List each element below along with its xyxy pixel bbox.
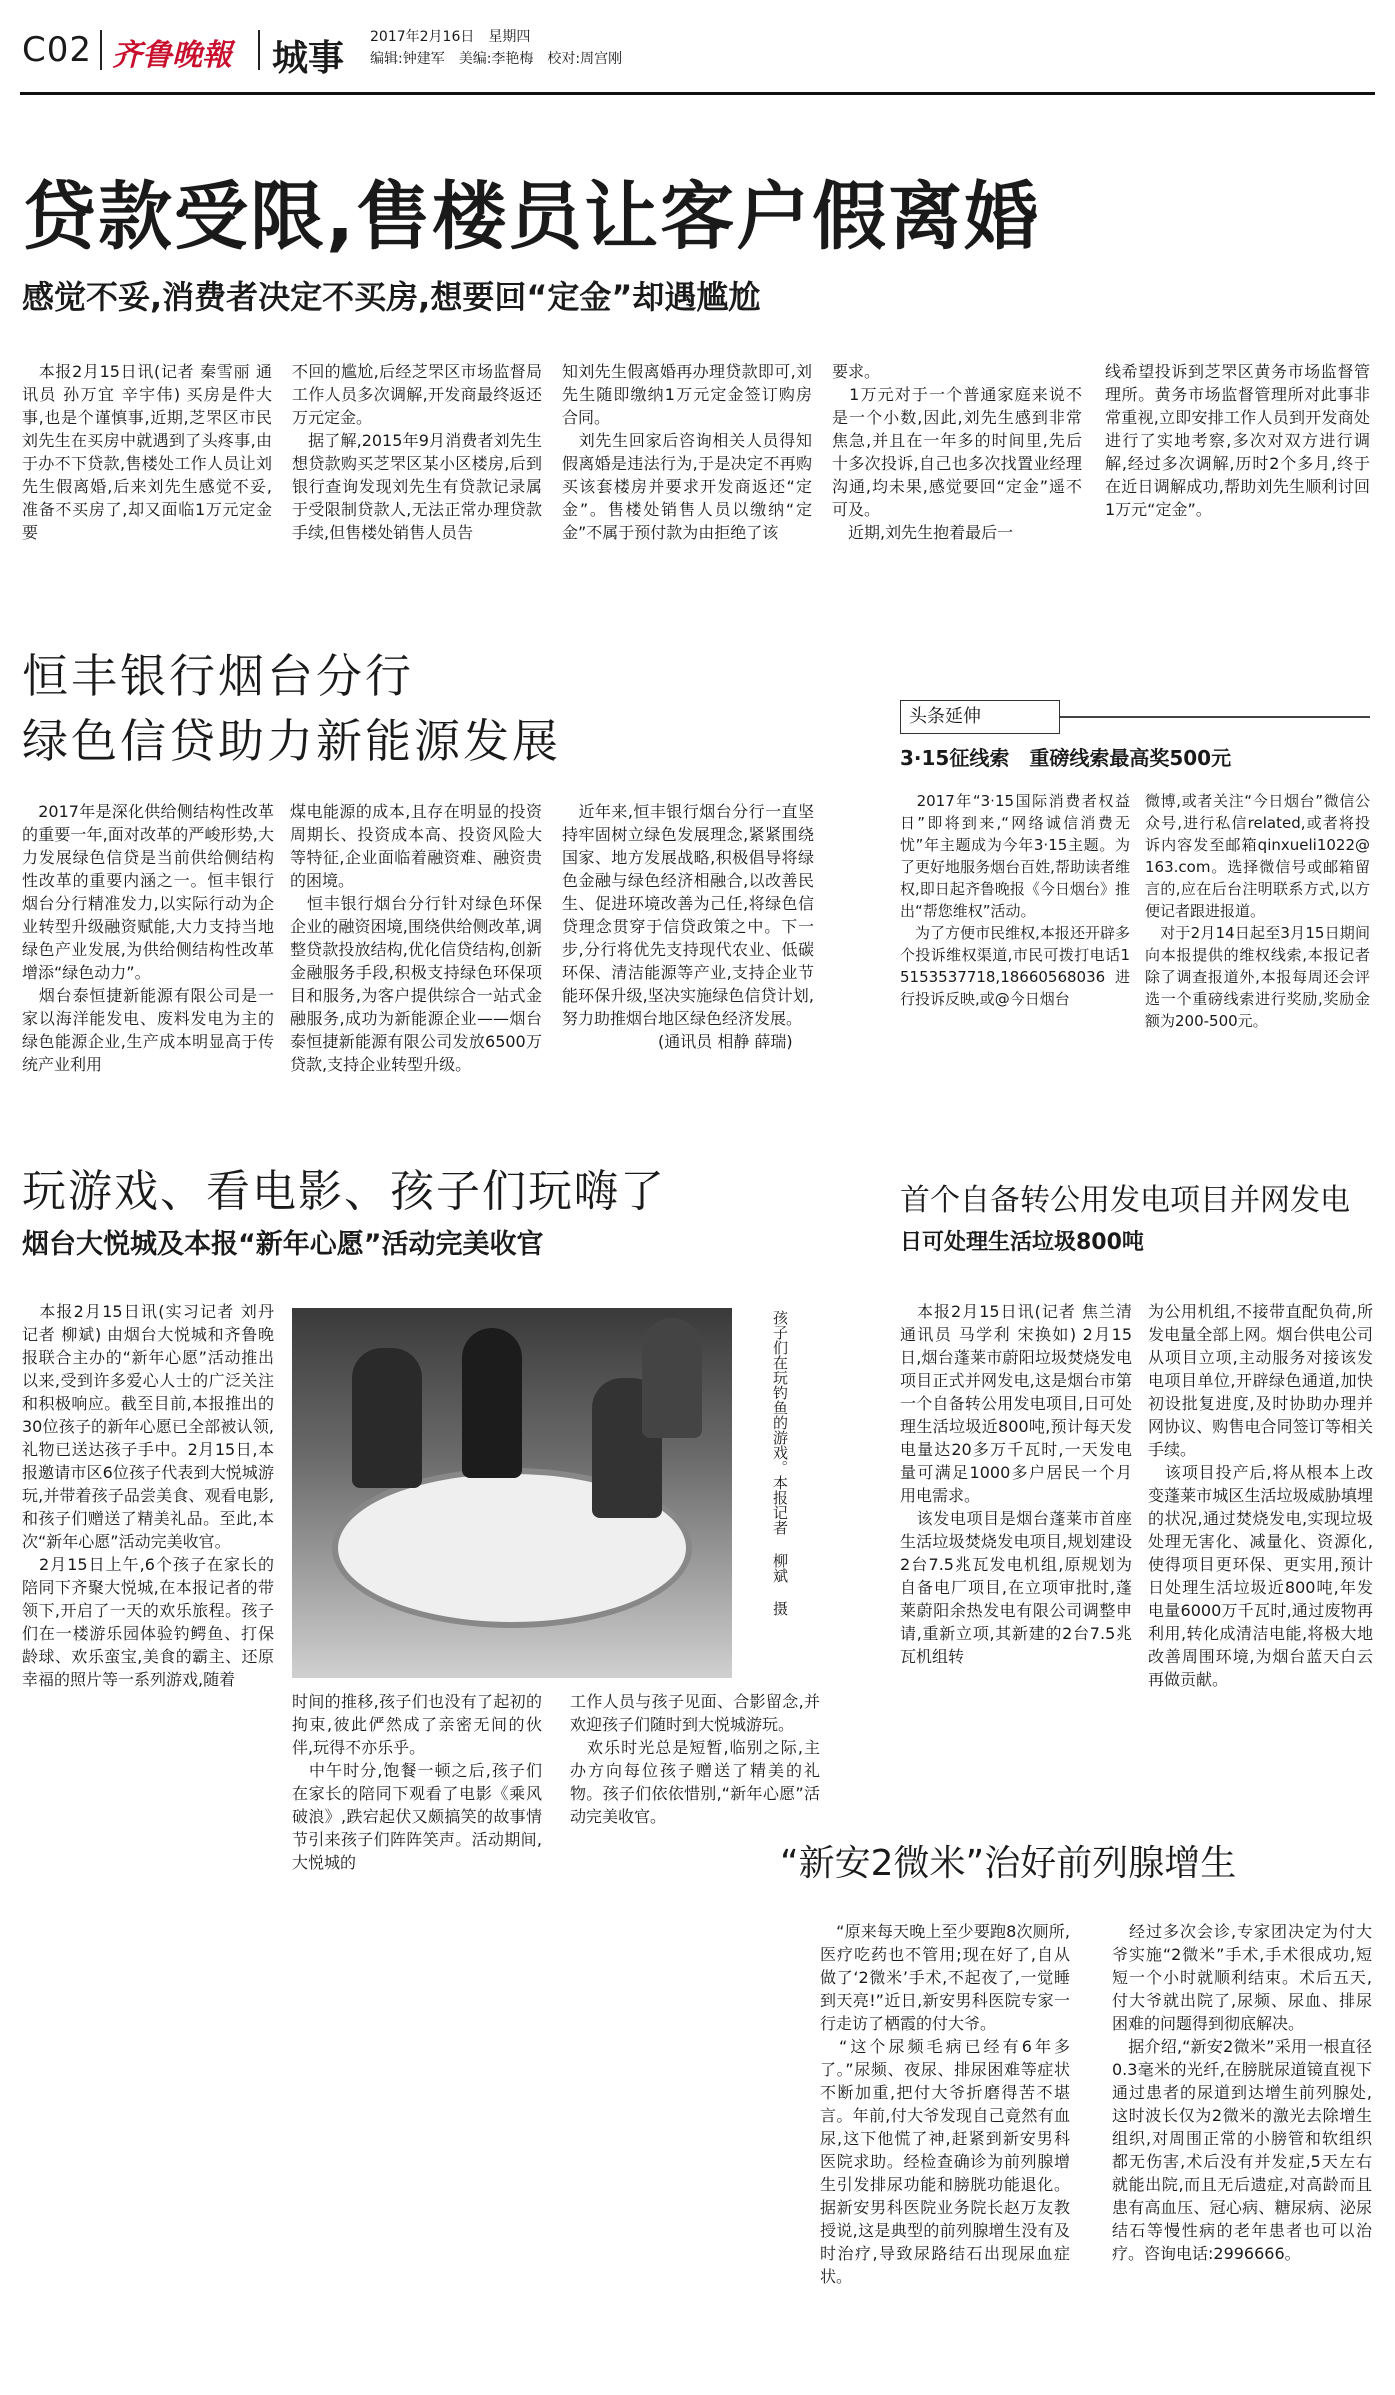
page-number: C02 [22,30,93,70]
children-fishing-game-photo [292,1308,732,1678]
article3-column: 工作人员与孩子见面、合影留念,并欢迎孩子们随时到大悦城游玩。 欢乐时光总是短暂,临别之际,主办方向每位孩子赠送了精美的礼物。孩子们依依惜别,“新年心愿”活动完美收官。 [570,1692,820,1826]
article1-column: 要求。 1万元对于一个普通家庭来说不是一个小数,因此,刘先生感到非常焦急,并且在一年多的时间里,先后十多次投诉,自己也多次找置业经理沟通,均未果,感觉要回“定金”遥不可及。 近期,刘先生抱着最后一 [832,362,1082,542]
article5-column: “原来每天晚上至少要跑8次厕所,医疗吃药也不管用;现在好了,自从做了‘2微米’手术,不起夜了,一觉睡到天亮!”近日,新安男科医院专家一行走访了栖霞的付大爷。 “这个尿频毛病已经有6年多了。”尿频、夜尿、排尿困难等症状不断加重,把付大爷折磨得苦不堪言。年前,付大爷发现自己竟然有血尿,这下他慌了神,赶紧到新安男科医院求助。经检查确诊为前列腺增生引发排尿功能和膀胱功能退化。据新安男科医院业务院长赵万友教授说,这是典型的前列腺增生没有及时治疗,导致尿路结石出现尿血症状。 [820,1922,1070,2286]
header-rule [20,92,1375,95]
article4-column: 为公用机组,不接带直配负荷,所发电量全部上网。烟台供电公司从项目立项,主动服务对接该发电项目单位,开辟绿色通道,加快初设批复进度,及时协助办理并网协议、购售电合同签订等相关手续。 该项目投产后,将从根本上改变蓬莱市城区生活垃圾威胁填埋的状况,通过焚烧发电,实现垃圾处理无害化、减量化、资源化,使得项目更环保、更实用,预计日处理生活垃圾近800吨,年发电量6000万千瓦时,通过废物再利用,转化成清洁电能,将极大地改善周围环境,为烟台蓝天白云再做贡献。 [1148,1302,1373,1689]
sidebar-column: 微博,或者关注“今日烟台”微信公众号,进行私信related,或者将投诉内容发至邮箱qinxueli1022@163.com。选择微信号或邮箱留言的,应在后台注明联系方式,以方便记者跟进报道。 对于2月14日起至3月15日期间向本报提供的维权线索,本报记者除了调查报道外,本报每周还会评选一个重磅线索进行奖励,奖励金额为200-500元。 [1145,792,1370,1030]
header-divider [100,30,102,70]
sidebar-column: 2017年“3·15国际消费者权益日”即将到来,“网络诚信消费无忧”年主题成为今年3·15主题。为了更好地服务烟台百姓,帮助读者维权,即日起齐鲁晚报《今日烟台》推出“帮您维权”活动。 为了方便市民维权,本报还开辟多个投诉维权渠道,市民可拨打电话15153537718,18660568036进行投诉反映,或@今日烟台 [900,792,1130,1008]
article4-column: 本报2月15日讯(记者 焦兰清 通讯员 马学利 宋换如) 2月15日,烟台蓬莱市蔚阳垃圾焚烧发电项目正式并网发电,这是烟台市第一个自备转公用发电项目,日可处理生活垃圾近800吨,预计每天发电量达20多万千瓦时,一天发电量可满足1000多户居民一个月用电需求。 该发电项目是烟台蓬莱市首座生活垃圾焚烧发电项目,规划建设2台7.5兆瓦发电机组,原规划为自备电厂项目,在立项审批时,蓬莱蔚阳余热发电有限公司调整申请,重新立项,其新建的2台7.5兆瓦机组转 [900,1302,1132,1666]
article2-column: 煤电能源的成本,且存在明显的投资周期长、投资成本高、投资风险大等特征,企业面临着融资难、融资贵的困境。 恒丰银行烟台分行针对绿色环保企业的融资困境,围绕供给侧改革,调整贷款投放结构,优化信贷结构,创新金融服务手段,积极支持绿色环保项目和服务,为客户提供综合一站式金融服务,成功为新能源企业——烟台泰恒捷新能源有限公司发放6500万贷款,支持企业转型升级。 [290,802,542,1074]
article2-headline-line1: 恒丰银行烟台分行 [22,649,414,703]
header-divider [258,30,260,70]
sidebar-subhead: 3·15征线索 重磅线索最高奖500元 [900,746,1232,770]
article2-headline-line2: 绿色信贷助力新能源发展 [22,714,561,768]
article4-subhead: 日可处理生活垃圾800吨 [900,1230,1144,1255]
photo-person [462,1328,522,1478]
section-name: 城事 [272,38,345,79]
article1-column: 不回的尴尬,后经芝罘区市场监督局工作人员多次调解,开发商最终返还万元定金。 据了解,2015年9月消费者刘先生想贷款购买芝罘区某小区楼房,后到银行查询发现刘先生有贷款记录属于受限制贷款人,无法正常办理贷款手续,但售楼处销售人员告 [292,362,542,542]
sidebar-tag: 头条延伸 [900,700,1060,734]
issue-date: 2017年2月16日 星期四 [370,29,531,45]
article3-subhead: 烟台大悦城及本报“新年心愿”活动完美收官 [22,1229,544,1260]
article1-headline: 贷款受限,售楼员让客户假离婚 [22,174,1041,260]
photo-caption: 孩子们在玩钓鱼的游戏。本报记者 柳斌 摄 [771,1310,789,1616]
sidebar-tag-rule [1060,716,1370,718]
article1-column: 本报2月15日讯(记者 秦雪丽 通讯员 孙万宜 辛宇伟) 买房是件大事,也是个谨慎事,近期,芝罘区市民刘先生在买房中就遇到了头疼事,由于办不下贷款,售楼处工作人员让刘先生假离婚,后来刘先生感觉不妥,准备不买房了,却又面临1万元定金要 [22,362,272,542]
article3-headline: 玩游戏、看电影、孩子们玩嗨了 [22,1166,666,1217]
newspaper-logo: 齐鲁晚報 [112,38,232,73]
article2-column: 近年来,恒丰银行烟台分行一直坚持牢固树立绿色发展理念,紧紧围绕国家、地方发展战略,积极倡导将绿色金融与绿色经济相融合,以改善民生、促进环境改善为己任,将绿色信贷理念贯穿于信贷政策之中。下一步,分行将优先支持现代农业、低碳环保、清洁能源等产业,支持企业节能环保升级,坚决实施绿色信贷计划,努力助推烟台地区绿色经济发展。 (通讯员 相静 薛瑞) [562,802,814,1051]
photo-person [352,1348,422,1488]
article4-headline: 首个自备转公用发电项目并网发电 [900,1183,1350,1218]
article1-column: 知刘先生假离婚再办理贷款即可,刘先生随即缴纳1万元定金签订购房合同。 刘先生回家后咨询相关人员得知假离婚是违法行为,于是决定不再购买该套楼房并要求开发商返还“定金”。售楼处销售人员以缴纳“定金”不属于预付款为由拒绝了该 [562,362,812,542]
photo-person [642,1318,702,1438]
article1-subhead: 感觉不妥,消费者决定不买房,想要回“定金”却遇尴尬 [22,278,761,316]
article1-column: 线希望投诉到芝罘区黄务市场监督管理所。黄务市场监督管理所对此事非常重视,立即安排工作人员到开发商处进行了实地考察,多次对双方进行调解,经过多次调解,历时2个多月,终于在近日调解成功,帮助刘先生顺利讨回1万元“定金”。 [1105,362,1370,519]
article3-column: 时间的推移,孩子们也没有了起初的拘束,彼此俨然成了亲密无间的伙伴,玩得不亦乐乎。 中午时分,饱餐一顿之后,孩子们在家长的陪同下观看了电影《乘风破浪》,跌宕起伏又颇搞笑的故事情节引来孩子们阵阵笑声。活动期间,大悦城的 [292,1692,542,1872]
article3-column: 本报2月15日讯(实习记者 刘丹 记者 柳斌) 由烟台大悦城和齐鲁晚报联合主办的“新年心愿”活动推出以来,受到许多爱心人士的广泛关注和积极响应。截至目前,本报推出的30位孩子的新年心愿已全部被认领,礼物已送达孩子手中。2月15日,本报邀请市区6位孩子代表到大悦城游玩,并带着孩子品尝美食、观看电影,和孩子们赠送了精美礼品。至此,本次“新年心愿”活动完美收官。 2月15日上午,6个孩子在家长的陪同下齐聚大悦城,在本报记者的带领下,开启了一天的欢乐旅程。孩子们在一楼游乐园体验钓鳄鱼、打保龄球、欢乐蛮宝,美食的霸主、还原幸福的照片等一系列游戏,随着 [22,1302,274,1689]
article5-headline: “新安2微米”治好前列腺增生 [780,1843,1237,1884]
editor-credits: 编辑:钟建军 美编:李艳梅 校对:周宫刚 [370,51,623,67]
page-header [0,0,1395,80]
article2-column: 2017年是深化供给侧结构性改革的重要一年,面对改革的严峻形势,大力发展绿色信贷是当前供给侧结构性改革的重要内涵之一。恒丰银行烟台分行精准发力,以实际行动为企业转型升级融资赋能,大力支持当地绿色产业发展,为供给侧结构性改革增添“绿色动力”。 烟台泰恒捷新能源有限公司是一家以海洋能发电、废料发电为主的绿色能源企业,生产成本明显高于传统产业利用 [22,802,274,1074]
article5-column: 经过多次会诊,专家团决定为付大爷实施“2微米”手术,手术很成功,短短一个小时就顺利结束。术后五天,付大爷就出院了,尿频、尿血、排尿困难的问题得到彻底解决。 据介绍,“新安2微米”采用一根直径0.3毫米的光纤,在膀胱尿道镜直视下通过患者的尿道到达增生前列腺处,这时波长仅为2微米的激光去除增生组织,对周围正常的小膀管和软组织都无伤害,术后没有并发症,5天左右就能出院,而且无后遗症,对高龄而且患有高血压、冠心病、糖尿病、泌尿结石等慢性病的老年患者也可以治疗。咨询电话:2996666。 [1112,1922,1372,2263]
